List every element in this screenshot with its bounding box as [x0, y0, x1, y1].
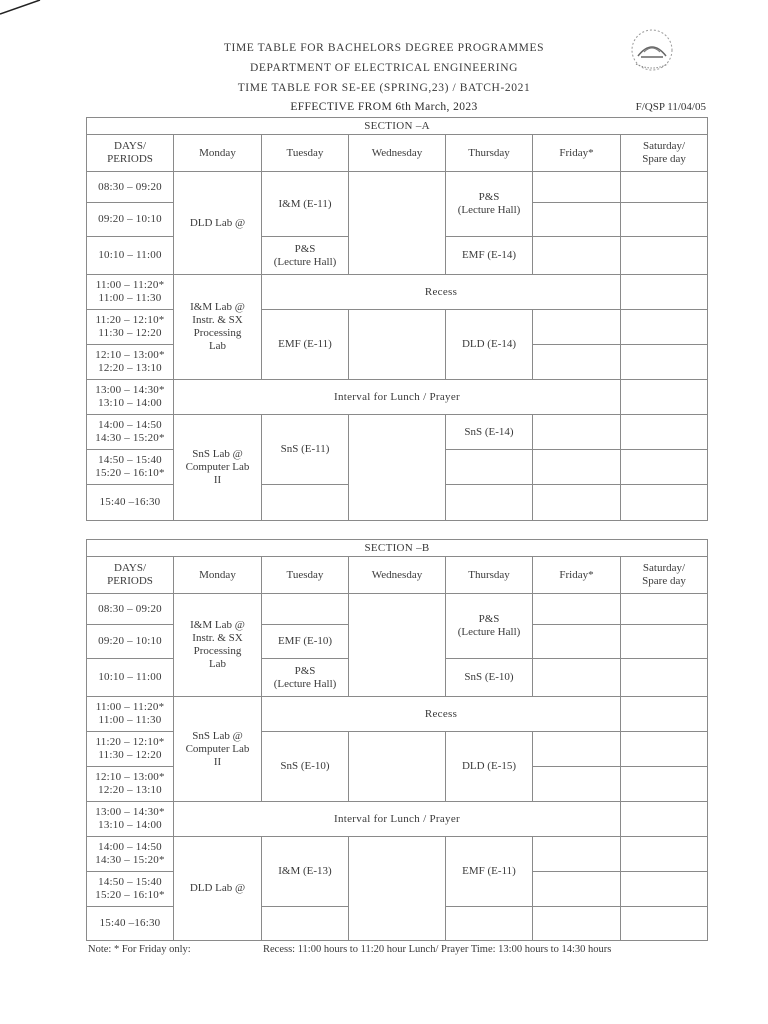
empty-cell: [533, 659, 621, 697]
footer-note: [88, 944, 708, 955]
empty-cell: [446, 485, 533, 521]
empty-cell: [621, 237, 708, 275]
day-friday: Friday*: [533, 135, 621, 172]
time-slot: 08:30 – 09:20: [87, 172, 174, 203]
time-slot: 12:10 – 13:00* 12:20 – 13:10: [87, 345, 174, 380]
empty-cell: [621, 345, 708, 380]
empty-cell: [533, 872, 621, 907]
time-slot: 15:40 –16:30: [87, 485, 174, 521]
class-cell: SnS Lab @ Computer Lab II: [174, 697, 262, 802]
class-cell: I&M (E-11): [262, 172, 349, 237]
time-slot: 14:50 – 15:40 15:20 – 16:10*: [87, 450, 174, 485]
effective-date: EFFECTIVE FROM 6th March, 2023: [290, 101, 478, 113]
empty-cell: [446, 450, 533, 485]
recess-lunch-times: Recess: 11:00 hours to 11:20 hour Lunch/ Prayer Time: 13:00 hours to 14:30 hours: [263, 944, 612, 955]
empty-cell: [621, 485, 708, 521]
time-slot: 08:30 – 09:20: [87, 594, 174, 625]
class-cell: P&S (Lecture Hall): [446, 594, 533, 659]
time-slot: 09:20 – 10:10: [87, 203, 174, 237]
day-monday: Monday: [174, 557, 262, 594]
empty-cell: [533, 837, 621, 872]
class-cell: P&S (Lecture Hall): [262, 659, 349, 697]
empty-cell: [533, 203, 621, 237]
class-cell: I&M (E-13): [262, 837, 349, 907]
class-cell: EMF (E-10): [262, 625, 349, 659]
header-title: TIME TABLE FOR BACHELORS DEGREE PROGRAMMES: [223, 42, 545, 54]
empty-cell: [533, 907, 621, 941]
empty-cell: [349, 415, 446, 521]
empty-cell: [349, 837, 446, 941]
day-thursday: Thursday: [446, 557, 533, 594]
days-periods-header: DAYS/ PERIODS: [87, 557, 174, 594]
empty-cell: [533, 345, 621, 380]
empty-cell: [349, 594, 446, 697]
empty-cell: [262, 594, 349, 625]
empty-cell: [533, 767, 621, 802]
lunch-banner: Interval for Lunch / Prayer: [174, 802, 621, 837]
empty-cell: [621, 310, 708, 345]
empty-cell: [349, 310, 446, 380]
class-cell: EMF (E-14): [446, 237, 533, 275]
day-friday: Friday*: [533, 557, 621, 594]
recess-banner: Recess: [262, 697, 621, 732]
empty-cell: [621, 907, 708, 941]
friday-note: Note: * For Friday only:: [88, 944, 191, 955]
day-monday: Monday: [174, 135, 262, 172]
empty-cell: [349, 732, 446, 802]
time-slot: 11:20 – 12:10* 11:30 – 12:20: [87, 310, 174, 345]
empty-cell: [621, 625, 708, 659]
day-thursday: Thursday: [446, 135, 533, 172]
empty-cell: [533, 415, 621, 450]
time-slot: 14:50 – 15:40 15:20 – 16:10*: [87, 872, 174, 907]
empty-cell: [621, 450, 708, 485]
class-cell: P&S (Lecture Hall): [446, 172, 533, 237]
class-cell: SnS (E-10): [262, 732, 349, 802]
empty-cell: [533, 485, 621, 521]
class-cell: EMF (E-11): [262, 310, 349, 380]
section-title: SECTION –A: [87, 118, 708, 135]
day-wednesday: Wednesday: [349, 557, 446, 594]
empty-cell: [621, 872, 708, 907]
empty-cell: [621, 767, 708, 802]
empty-cell: [533, 310, 621, 345]
empty-cell: [621, 732, 708, 767]
day-tuesday: Tuesday: [262, 557, 349, 594]
class-cell: EMF (E-11): [446, 837, 533, 907]
timetable-section-a: [86, 117, 708, 521]
time-slot: 14:00 – 14:50 14:30 – 15:20*: [87, 415, 174, 450]
empty-cell: [621, 802, 708, 837]
class-cell: SnS (E-14): [446, 415, 533, 450]
class-cell: DLD (E-15): [446, 732, 533, 802]
day-wednesday: Wednesday: [349, 135, 446, 172]
empty-cell: [621, 275, 708, 310]
empty-cell: [621, 837, 708, 872]
time-slot: 15:40 –16:30: [87, 907, 174, 941]
corner-mark-icon: [0, 0, 60, 20]
time-slot: 13:00 – 14:30* 13:10 – 14:00: [87, 380, 174, 415]
recess-banner: Recess: [262, 275, 621, 310]
days-periods-header: DAYS/ PERIODS: [87, 135, 174, 172]
header-department: DEPARTMENT OF ELECTRICAL ENGINEERING: [249, 62, 519, 74]
time-slot: 13:00 – 14:30* 13:10 – 14:00: [87, 802, 174, 837]
time-slot: 09:20 – 10:10: [87, 625, 174, 659]
empty-cell: [533, 732, 621, 767]
empty-cell: [621, 380, 708, 415]
empty-cell: [621, 172, 708, 203]
class-cell: DLD (E-14): [446, 310, 533, 380]
empty-cell: [349, 172, 446, 275]
time-slot: 10:10 – 11:00: [87, 237, 174, 275]
timetable-section-b: [86, 539, 708, 941]
class-cell: P&S (Lecture Hall): [262, 237, 349, 275]
time-slot: 11:00 – 11:20* 11:00 – 11:30: [87, 275, 174, 310]
empty-cell: [621, 659, 708, 697]
class-cell: SnS (E-11): [262, 415, 349, 485]
form-code: F/QSP 11/04/05: [635, 101, 706, 113]
empty-cell: [262, 485, 349, 521]
empty-cell: [533, 594, 621, 625]
empty-cell: [533, 625, 621, 659]
header-batch: TIME TABLE FOR SE-EE (SPRING,23) / BATCH-2021: [237, 82, 531, 94]
empty-cell: [533, 450, 621, 485]
class-cell: I&M Lab @ Instr. & SX Processing Lab: [174, 275, 262, 380]
day-tuesday: Tuesday: [262, 135, 349, 172]
class-cell: DLD Lab @: [174, 172, 262, 275]
class-cell: SnS (E-10): [446, 659, 533, 697]
time-slot: 11:20 – 12:10* 11:30 – 12:20: [87, 732, 174, 767]
section-title: SECTION –B: [87, 540, 708, 557]
empty-cell: [262, 907, 349, 941]
empty-cell: [446, 907, 533, 941]
time-slot: 10:10 – 11:00: [87, 659, 174, 697]
lunch-banner: Interval for Lunch / Prayer: [174, 380, 621, 415]
class-cell: SnS Lab @ Computer Lab II: [174, 415, 262, 521]
class-cell: DLD Lab @: [174, 837, 262, 941]
empty-cell: [621, 697, 708, 732]
time-slot: 14:00 – 14:50 14:30 – 15:20*: [87, 837, 174, 872]
time-slot: 12:10 – 13:00* 12:20 – 13:10: [87, 767, 174, 802]
time-slot: 11:00 – 11:20* 11:00 – 11:30: [87, 697, 174, 732]
empty-cell: [533, 237, 621, 275]
empty-cell: [533, 172, 621, 203]
empty-cell: [621, 203, 708, 237]
day-saturday: Saturday/ Spare day: [621, 557, 708, 594]
class-cell: I&M Lab @ Instr. & SX Processing Lab: [174, 594, 262, 697]
empty-cell: [621, 594, 708, 625]
empty-cell: [621, 415, 708, 450]
day-saturday: Saturday/ Spare day: [621, 135, 708, 172]
